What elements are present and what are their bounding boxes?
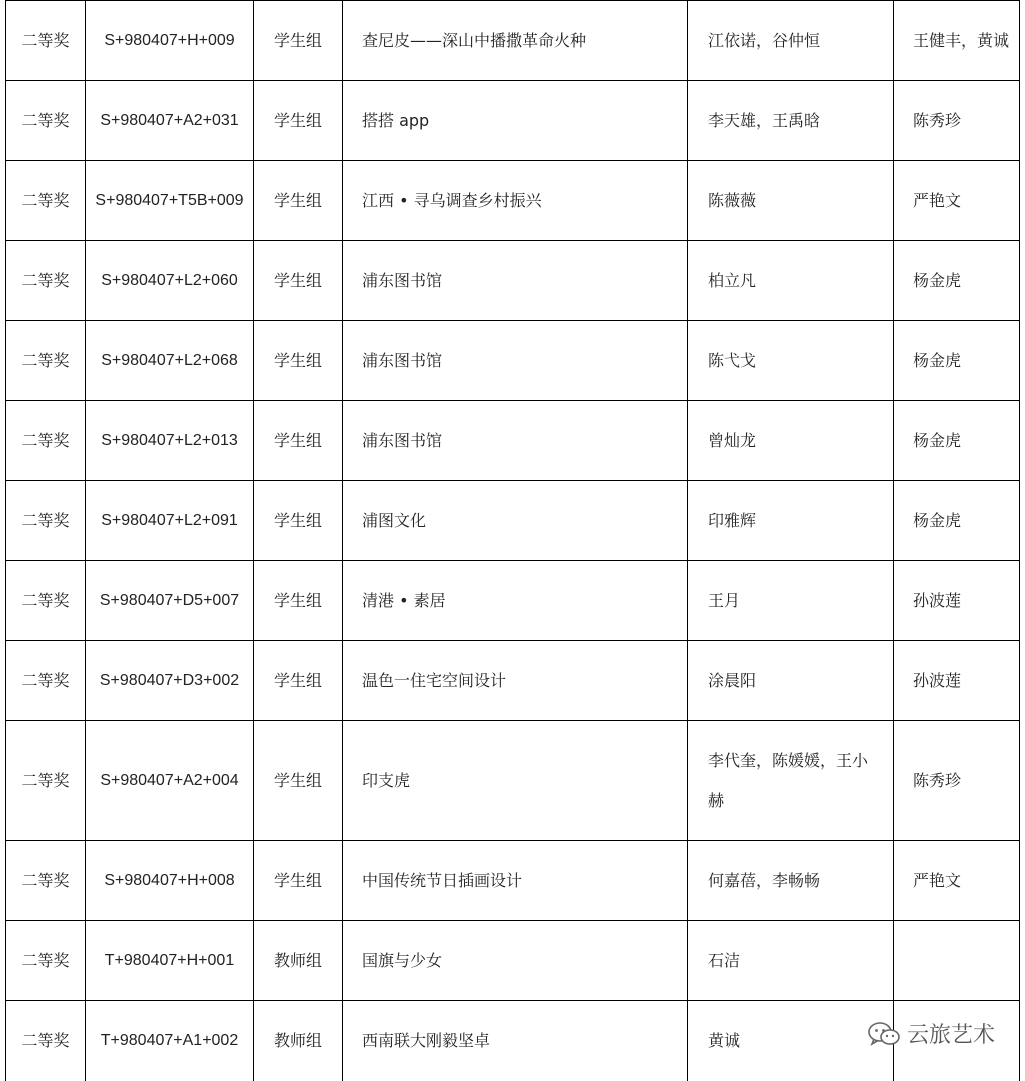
table-row: [6, 481, 1020, 561]
author-cell: 何嘉蓓，李畅畅: [688, 841, 894, 921]
group-cell: 学生组: [254, 641, 343, 721]
author-cell: 江依诺，谷仲恒: [688, 1, 894, 81]
code-cell: S+980407+H+008: [86, 841, 254, 921]
advisor-cell: 孙波莲: [894, 561, 1020, 641]
advisor-cell: 严艳文: [894, 841, 1020, 921]
award-cell: 二等奖: [6, 81, 86, 161]
work-cell: 江西 • 寻乌调查乡村振兴: [343, 161, 688, 241]
author-cell: 李天雄，王禹晗: [688, 81, 894, 161]
work-cell: 浦图文化: [343, 481, 688, 561]
advisor-cell: 杨金虎: [894, 241, 1020, 321]
table-row: [6, 841, 1020, 921]
group-cell: 学生组: [254, 481, 343, 561]
code-cell: S+980407+A2+031: [86, 81, 254, 161]
advisor-cell: 杨金虎: [894, 321, 1020, 401]
work-cell: 中国传统节日插画设计: [343, 841, 688, 921]
code-cell: T+980407+A1+002: [86, 1001, 254, 1081]
table-row: [6, 161, 1020, 241]
code-cell: S+980407+T5B+009: [86, 161, 254, 241]
code-cell: S+980407+L2+091: [86, 481, 254, 561]
code-cell: S+980407+D5+007: [86, 561, 254, 641]
author-cell: 陈弋戈: [688, 321, 894, 401]
group-cell: 学生组: [254, 161, 343, 241]
work-cell: 浦东图书馆: [343, 321, 688, 401]
author-cell: 印雅辉: [688, 481, 894, 561]
work-cell: 国旗与少女: [343, 921, 688, 1001]
code-cell: S+980407+A2+004: [86, 721, 254, 841]
code-cell: S+980407+L2+060: [86, 241, 254, 321]
code-cell: T+980407+H+001: [86, 921, 254, 1001]
table-row: [6, 921, 1020, 1001]
author-cell: 涂晨阳: [688, 641, 894, 721]
group-cell: 学生组: [254, 321, 343, 401]
work-cell: 清港 • 素居: [343, 561, 688, 641]
advisor-cell: 严艳文: [894, 161, 1020, 241]
table-row: [6, 721, 1020, 841]
group-cell: 学生组: [254, 721, 343, 841]
advisor-cell: 杨金虎: [894, 401, 1020, 481]
award-cell: 二等奖: [6, 721, 86, 841]
watermark-text: 云旅艺术: [906, 1023, 995, 1048]
group-cell: 学生组: [254, 241, 343, 321]
author-cell: 柏立凡: [688, 241, 894, 321]
award-cell: 二等奖: [6, 481, 86, 561]
table-row: [6, 561, 1020, 641]
award-cell: 二等奖: [6, 161, 86, 241]
award-cell: 二等奖: [6, 841, 86, 921]
author-cell: 陈薇薇: [688, 161, 894, 241]
advisor-cell: 陈秀珍: [894, 81, 1020, 161]
author-cell: 石洁: [688, 921, 894, 1001]
award-cell: 二等奖: [6, 401, 86, 481]
work-cell: 西南联大刚毅坚卓: [343, 1001, 688, 1081]
advisor-cell: 杨金虎: [894, 481, 1020, 561]
code-cell: S+980407+D3+002: [86, 641, 254, 721]
award-cell: 二等奖: [6, 561, 86, 641]
work-cell: 印支虎: [343, 721, 688, 841]
code-cell: S+980407+L2+068: [86, 321, 254, 401]
award-cell: 二等奖: [6, 1, 86, 81]
work-cell: 搭搭 app: [343, 81, 688, 161]
advisor-cell: 陈秀珍: [894, 721, 1020, 841]
work-cell: 浦东图书馆: [343, 401, 688, 481]
code-cell: S+980407+H+009: [86, 1, 254, 81]
table-row: [6, 401, 1020, 481]
work-cell: 温色一住宅空间设计: [343, 641, 688, 721]
advisor-cell: 王健丰，黄诚: [894, 1, 1020, 81]
group-cell: 学生组: [254, 841, 343, 921]
wechat-icon: [867, 1021, 901, 1047]
group-cell: 学生组: [254, 561, 343, 641]
award-cell: 二等奖: [6, 921, 86, 1001]
author-cell: 曾灿龙: [688, 401, 894, 481]
work-cell: 浦东图书馆: [343, 241, 688, 321]
award-table: [5, 0, 1020, 1081]
group-cell: 学生组: [254, 401, 343, 481]
group-cell: 教师组: [254, 1001, 343, 1081]
code-cell: S+980407+L2+013: [86, 401, 254, 481]
author-cell: 李代奎，陈媛媛，王小赫: [688, 721, 894, 841]
advisor-cell: 孙波莲: [894, 641, 1020, 721]
table-row: [6, 1, 1020, 81]
table-row: [6, 241, 1020, 321]
work-cell: 查尼皮——深山中播撒革命火种: [343, 1, 688, 81]
watermark: [867, 1018, 995, 1049]
group-cell: 教师组: [254, 921, 343, 1001]
author-cell: 王月: [688, 561, 894, 641]
award-cell: 二等奖: [6, 241, 86, 321]
award-cell: 二等奖: [6, 1001, 86, 1081]
table-row: [6, 641, 1020, 721]
award-cell: 二等奖: [6, 321, 86, 401]
group-cell: 学生组: [254, 81, 343, 161]
table-row: [6, 321, 1020, 401]
advisor-cell: [894, 921, 1020, 1001]
table-row: [6, 81, 1020, 161]
author-cell: 黄诚: [688, 1001, 894, 1081]
award-cell: 二等奖: [6, 641, 86, 721]
group-cell: 学生组: [254, 1, 343, 81]
